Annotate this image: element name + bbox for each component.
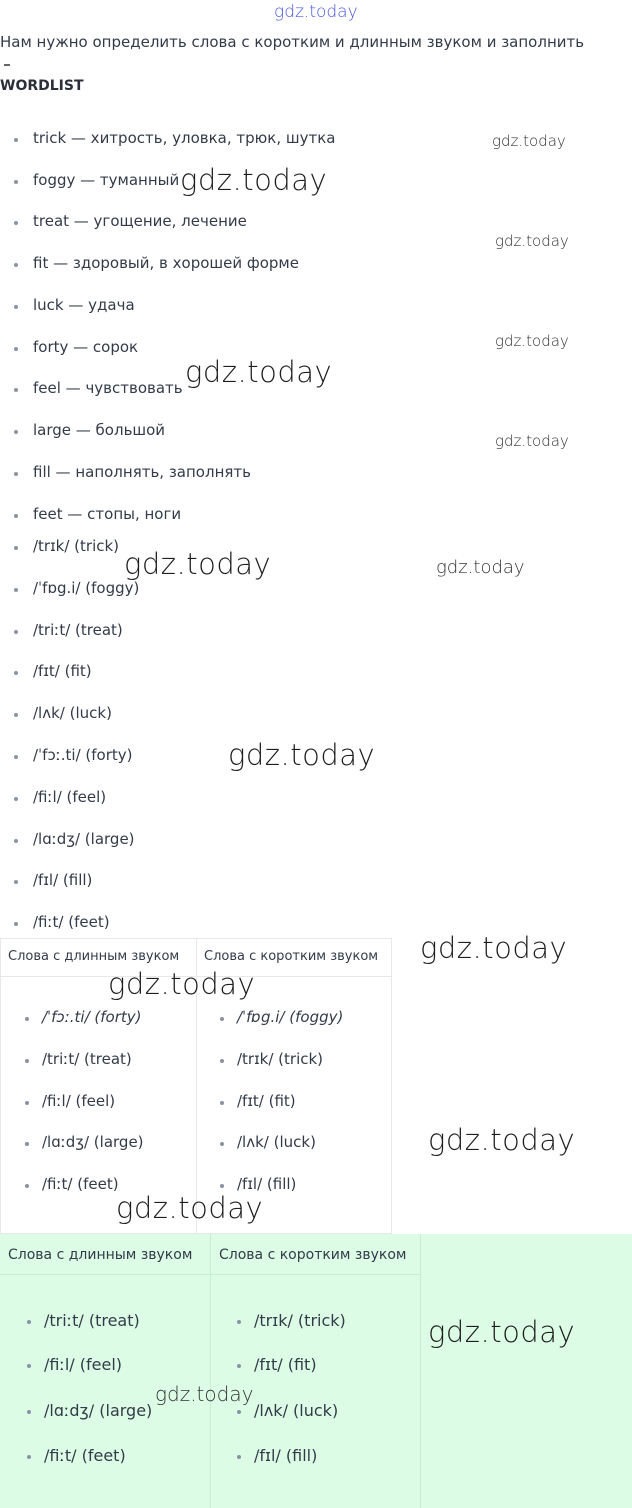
column-header-long: Слова с длинным звуком (8, 949, 180, 964)
table-divider (420, 1234, 421, 1508)
bullet-icon (25, 1017, 29, 1021)
column-header-long: Слова с длинным звуком (8, 1247, 193, 1263)
bullet-icon (14, 839, 18, 843)
bullet-icon (237, 1455, 241, 1459)
bullet-icon (220, 1101, 224, 1105)
watermark: gdz.today (428, 1123, 576, 1157)
watermark: gdz.today (428, 1315, 576, 1349)
column-header-short: Слова с коротким звуком (204, 949, 379, 964)
bullet-icon (14, 588, 18, 592)
bullet-icon (14, 180, 18, 184)
intro-text: Нам нужно определить слова с коротким и длинным звуком и заполнить (0, 33, 585, 51)
bullet-icon (237, 1320, 241, 1324)
bullet-icon (14, 430, 18, 434)
bullet-icon (14, 755, 18, 759)
watermark: gdz.today (180, 163, 328, 197)
bullet-icon (14, 630, 18, 634)
bullet-icon (14, 388, 18, 392)
wordlist-title: WORDLIST (0, 78, 84, 94)
bullet-icon (14, 221, 18, 225)
watermark: gdz.today (420, 931, 568, 965)
table-divider (210, 1234, 211, 1508)
bullet-icon (220, 1017, 224, 1021)
bullet-icon (220, 1184, 224, 1188)
bullet-icon (14, 713, 18, 717)
watermark: gdz.today (436, 557, 525, 578)
watermark: gdz.today (124, 547, 272, 581)
bullet-icon (27, 1320, 31, 1324)
bullet-icon (220, 1142, 224, 1146)
bullet-icon (25, 1142, 29, 1146)
table-divider (0, 1274, 421, 1275)
bullet-icon (27, 1364, 31, 1368)
bullet-icon (25, 1184, 29, 1188)
bullet-icon (27, 1455, 31, 1459)
watermark: gdz.today (155, 1382, 254, 1406)
watermark-top: gdz.today (274, 2, 358, 22)
watermark: gdz.today (495, 332, 569, 350)
watermark: gdz.today (108, 967, 256, 1001)
bullet-icon (14, 138, 18, 142)
watermark: gdz.today (495, 432, 569, 450)
bullet-icon (14, 472, 18, 476)
bullet-icon (27, 1410, 31, 1414)
bullet-icon (25, 1059, 29, 1063)
bullet-icon (14, 305, 18, 309)
bullet-icon (14, 671, 18, 675)
bullet-icon (237, 1364, 241, 1368)
watermark: gdz.today (492, 132, 566, 150)
bullet-icon (14, 880, 18, 884)
bullet-icon (237, 1410, 241, 1414)
bullet-icon (220, 1059, 224, 1063)
watermark: gdz.today (228, 738, 376, 772)
bullet-icon (14, 922, 18, 926)
watermark: gdz.today (495, 232, 569, 250)
bullet-icon (14, 546, 18, 550)
watermark: gdz.today (116, 1191, 264, 1225)
watermark: gdz.today (185, 355, 333, 389)
bullet-icon (25, 1101, 29, 1105)
divider (4, 64, 10, 66)
column-header-short: Слова с коротким звуком (219, 1247, 407, 1263)
bullet-icon (14, 514, 18, 518)
bullet-icon (14, 797, 18, 801)
bullet-icon (14, 347, 18, 351)
bullet-icon (14, 263, 18, 267)
